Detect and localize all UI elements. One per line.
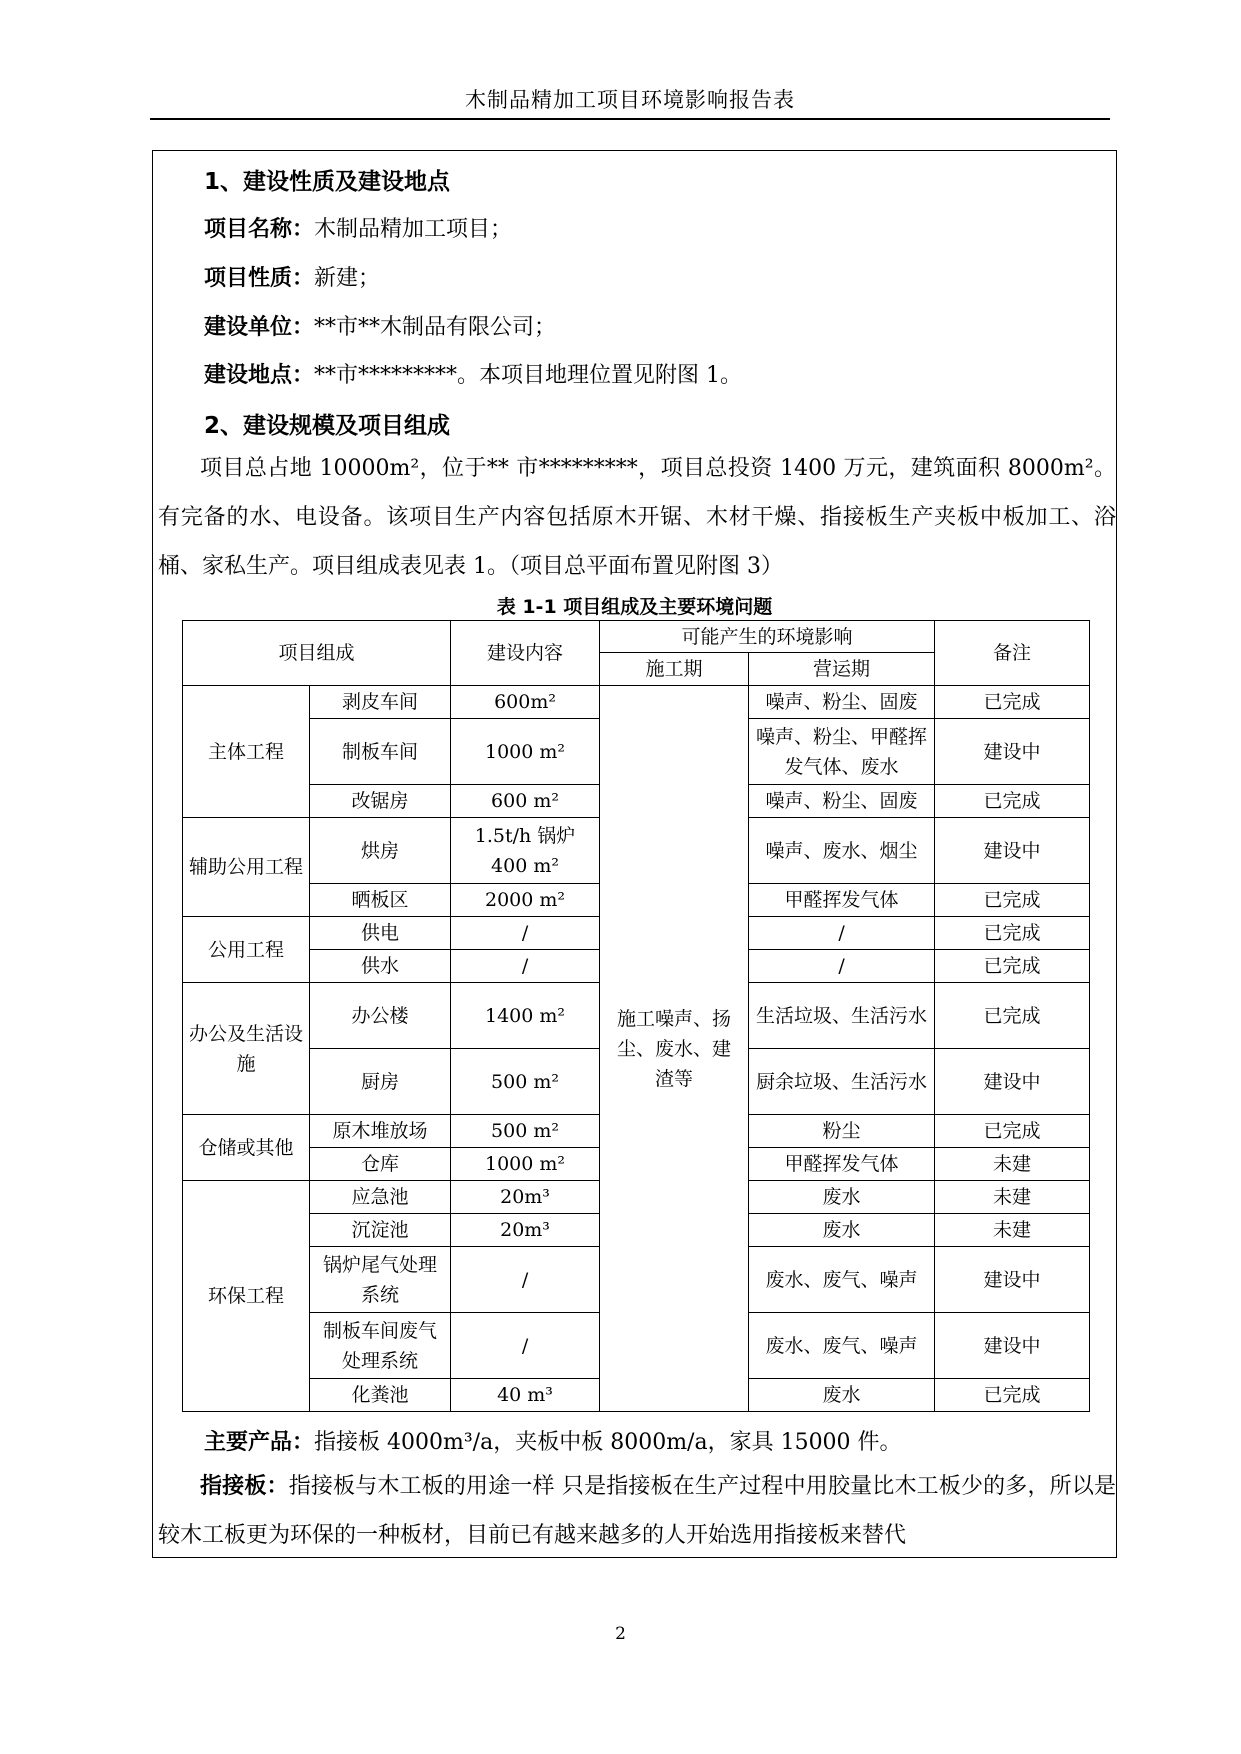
scale-paragraph: 项目总占地 10000m²，位于** 市*********，项目总投资 1400 万元，建筑面积 8000m²。有完备的水、电设备。该项目生产内容包括原木开锯、木材干燥、指接板生产夹板中板加工、浴桶、家私生产。项目组成表见表 1。（项目总平面布置见附图 3） bbox=[158, 456, 1116, 579]
item-cell: 供水 bbox=[310, 950, 451, 983]
item-cell: 制板车间废气处理系统 bbox=[310, 1313, 451, 1379]
header-construction: 施工期 bbox=[600, 653, 749, 686]
operation-cell: 废水 bbox=[749, 1379, 935, 1412]
field-value: **市*********。本项目地理位置见附图 1。 bbox=[314, 363, 743, 388]
content-cell: 600 m² bbox=[451, 785, 600, 818]
operation-cell: 生活垃圾、生活污水 bbox=[749, 983, 935, 1049]
finger-board-label: 指接板： bbox=[200, 1474, 289, 1499]
group-name: 办公及生活设施 bbox=[183, 983, 310, 1115]
content-cell: 1400 m² bbox=[451, 983, 600, 1049]
remark-cell: 未建 bbox=[935, 1214, 1090, 1247]
document-header: 木制品精加工项目环境影响报告表 bbox=[465, 88, 795, 112]
content-cell: / bbox=[451, 1247, 600, 1313]
remark-cell: 已完成 bbox=[935, 884, 1090, 917]
field-project-nature bbox=[204, 261, 380, 292]
remark-cell: 已完成 bbox=[935, 983, 1090, 1049]
operation-cell: 噪声、粉尘、甲醛挥发气体、废水 bbox=[749, 719, 935, 785]
operation-cell: 噪声、粉尘、固废 bbox=[749, 785, 935, 818]
item-cell: 烘房 bbox=[310, 818, 451, 884]
products-label: 主要产品： bbox=[204, 1430, 315, 1455]
group-name: 仓储或其他 bbox=[183, 1115, 310, 1181]
operation-cell: 粉尘 bbox=[749, 1115, 935, 1148]
operation-cell: / bbox=[749, 917, 935, 950]
item-cell: 厨房 bbox=[310, 1049, 451, 1115]
remark-cell: 已完成 bbox=[935, 1115, 1090, 1148]
item-cell: 锅炉尾气处理系统 bbox=[310, 1247, 451, 1313]
content-cell: / bbox=[451, 1313, 600, 1379]
header-content: 建设内容 bbox=[451, 621, 600, 686]
operation-cell: 厨余垃圾、生活污水 bbox=[749, 1049, 935, 1115]
item-cell: 晒板区 bbox=[310, 884, 451, 917]
field-label: 建设地点： bbox=[204, 363, 315, 388]
item-cell: 制板车间 bbox=[310, 719, 451, 785]
group-name: 主体工程 bbox=[183, 686, 310, 818]
field-label: 项目名称： bbox=[204, 217, 315, 242]
remark-cell: 已完成 bbox=[935, 785, 1090, 818]
operation-cell: 噪声、废水、烟尘 bbox=[749, 818, 935, 884]
operation-cell: 甲醛挥发气体 bbox=[749, 884, 935, 917]
group-name: 公用工程 bbox=[183, 917, 310, 983]
content-cell: 20m³ bbox=[451, 1181, 600, 1214]
field-label: 项目性质： bbox=[204, 266, 315, 291]
content-cell: 2000 m² bbox=[451, 884, 600, 917]
item-cell: 化粪池 bbox=[310, 1379, 451, 1412]
field-location bbox=[204, 358, 742, 389]
table-row bbox=[183, 686, 1090, 719]
composition-table bbox=[182, 620, 1090, 1412]
field-value: **市**木制品有限公司； bbox=[314, 315, 557, 340]
field-value: 新建； bbox=[314, 266, 381, 291]
remark-cell: 未建 bbox=[935, 1181, 1090, 1214]
content-cell: 1000 m² bbox=[451, 719, 600, 785]
remark-cell: 建设中 bbox=[935, 1049, 1090, 1115]
construction-impact-cell: 施工噪声、扬尘、废水、建渣等 bbox=[600, 686, 749, 1412]
content-cell: 500 m² bbox=[451, 1049, 600, 1115]
page-number: 2 bbox=[615, 1624, 626, 1644]
remark-cell: 已完成 bbox=[935, 686, 1090, 719]
field-label: 建设单位： bbox=[204, 315, 315, 340]
remark-cell: 已完成 bbox=[935, 950, 1090, 983]
content-cell: 600m² bbox=[451, 686, 600, 719]
header-impact: 可能产生的环境影响 bbox=[600, 621, 935, 653]
item-cell: 剥皮车间 bbox=[310, 686, 451, 719]
header-composition: 项目组成 bbox=[183, 621, 451, 686]
content-cell: 1.5t/h 锅炉 400 m² bbox=[451, 818, 600, 884]
content-cell: / bbox=[451, 950, 600, 983]
remark-cell: 未建 bbox=[935, 1148, 1090, 1181]
content-cell: 40 m³ bbox=[451, 1379, 600, 1412]
content-cell: / bbox=[451, 917, 600, 950]
remark-cell: 建设中 bbox=[935, 818, 1090, 884]
section-1-heading: 1、建设性质及建设地点 bbox=[204, 169, 451, 195]
item-cell: 仓库 bbox=[310, 1148, 451, 1181]
item-cell: 改锯房 bbox=[310, 785, 451, 818]
products-value: 指接板 4000m³/a，夹板中板 8000m/a，家具 15000 件。 bbox=[314, 1430, 902, 1455]
operation-cell: 废水 bbox=[749, 1214, 935, 1247]
group-name: 辅助公用工程 bbox=[183, 818, 310, 917]
finger-board-paragraph bbox=[158, 1462, 1116, 1560]
table-caption: 表 1-1 项目组成及主要环境问题 bbox=[496, 596, 773, 618]
header-remark: 备注 bbox=[935, 621, 1090, 686]
section-2-heading: 2、建设规模及项目组成 bbox=[204, 413, 451, 439]
item-cell: 原木堆放场 bbox=[310, 1115, 451, 1148]
finger-board-text: 指接板与木工板的用途一样 只是指接板在生产过程中用胶量比木工板少的多，所以是较木工板更为环保的一种板材，目前已有越来越多的人开始选用指接板来替代 bbox=[158, 1474, 1116, 1548]
group-name: 环保工程 bbox=[183, 1181, 310, 1412]
remark-cell: 建设中 bbox=[935, 1313, 1090, 1379]
header-operation: 营运期 bbox=[749, 653, 935, 686]
field-project-name bbox=[204, 212, 512, 243]
item-cell: 应急池 bbox=[310, 1181, 451, 1214]
operation-cell: 废水 bbox=[749, 1181, 935, 1214]
item-cell: 供电 bbox=[310, 917, 451, 950]
item-cell: 办公楼 bbox=[310, 983, 451, 1049]
content-cell: 20m³ bbox=[451, 1214, 600, 1247]
remark-cell: 已完成 bbox=[935, 1379, 1090, 1412]
operation-cell: 甲醛挥发气体 bbox=[749, 1148, 935, 1181]
operation-cell: 噪声、粉尘、固废 bbox=[749, 686, 935, 719]
content-cell: 500 m² bbox=[451, 1115, 600, 1148]
header-rule bbox=[150, 118, 1110, 120]
field-builder bbox=[204, 310, 556, 341]
remark-cell: 已完成 bbox=[935, 917, 1090, 950]
operation-cell: 废水、废气、噪声 bbox=[749, 1313, 935, 1379]
field-value: 木制品精加工项目； bbox=[314, 217, 513, 242]
operation-cell: / bbox=[749, 950, 935, 983]
remark-cell: 建设中 bbox=[935, 1247, 1090, 1313]
remark-cell: 建设中 bbox=[935, 719, 1090, 785]
item-cell: 沉淀池 bbox=[310, 1214, 451, 1247]
operation-cell: 废水、废气、噪声 bbox=[749, 1247, 935, 1313]
main-products bbox=[204, 1425, 902, 1456]
content-cell: 1000 m² bbox=[451, 1148, 600, 1181]
